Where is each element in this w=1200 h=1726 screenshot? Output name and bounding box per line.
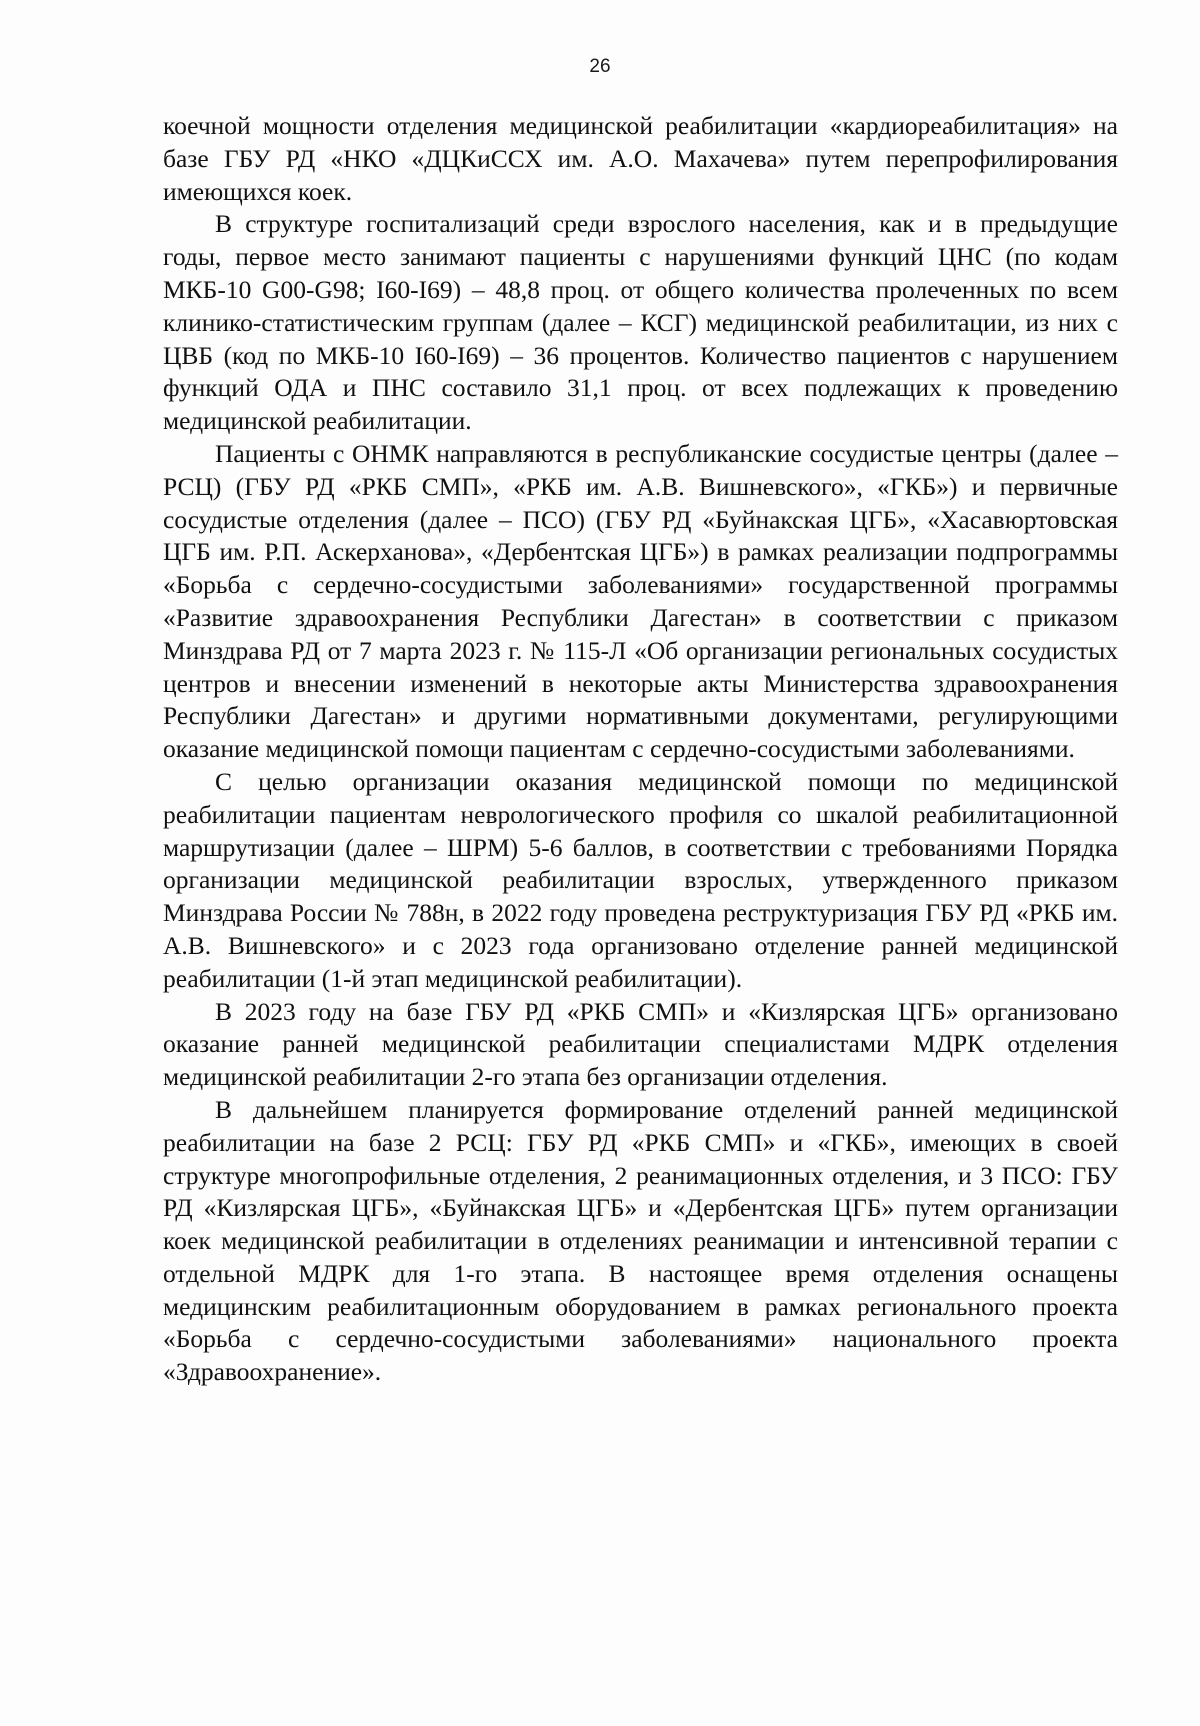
paragraph-continuation: коечной мощности отделения медицинской реабилитации «кардиореабилитация» на базе ГБУ РД «НКО «ДЦКиССХ им. А.О. Махачева» путем перепрофилирования имеющихся коек. [163,111,1118,206]
paragraph-onmk-patients: Пациенты с ОНМК направляются в республиканские сосудистые центры (далее – РСЦ) (ГБУ РД «РКБ СМП», «РКБ им. А.В. Вишневского», «ГКБ») и первичные сосудистые отделения (далее – ПСО) (ГБУ РД «Буйнакская ЦГБ», «Хасавюртовская ЦГБ им. Р.П. Аскерханова», «Дербентская ЦГБ») в рамках реализации подпрограммы «Борьба с сердечно-сосудистыми заболеваниями» государственной программы «Развитие здравоохранения Республики Дагестан» в соответствии с приказом Минздрава РД от 7 марта 2023 г. № 115-Л «Об организации региональных сосудистых центров и внесении изменений в некоторые акты Министерства здравоохранения Республики Дагестан» и другими нормативными документами, регулирующими оказание медицинской помощи пациентам с сердечно-сосудистыми заболеваниями. [163,438,1118,764]
document-body [163,110,1118,1389]
paragraph-future-plans: В дальнейшем планируется формирование отделений ранней медицинской реабилитации на базе 2 РСЦ: ГБУ РД «РКБ СМП» и «ГКБ», имеющих в своей структуре многопрофильные отделения, 2 реанимационных отделения, и 3 ПСО: ГБУ РД «Кизлярская ЦГБ», «Буйнакская ЦГБ» и «Дербентская ЦГБ» путем организации коек медицинской реабилитации в отделениях реанимации и интенсивной терапии с отдельной МДРК для 1-го этапа. В настоящее время отделения оснащены медицинским реабилитационным оборудованием в рамках регионального проекта «Борьба с сердечно-сосудистыми заболеваниями» национального проекта «Здравоохранение». [163,1094,1118,1387]
paragraph-2023-early-rehab: В 2023 году на базе ГБУ РД «РКБ СМП» и «Кизлярская ЦГБ» организовано оказание ранней медицинской реабилитации специалистами МДРК отделения медицинской реабилитации 2-го этапа без организации отделения. [163,996,1118,1092]
paragraph-hospitalization-structure: В структуре госпитализаций среди взрослого населения, как и в предыдущие годы, первое место занимают пациенты с нарушениями функций ЦНС (по кодам МКБ-10 G00-G98; I60-I69) – 48,8 проц. от общего количества пролеченных по всем клинико-статистическим группам (далее – КСГ) медицинской реабилитации, из них с ЦВБ (код по МКБ-10 I60-I69) – 36 процентов. Количество пациентов с нарушением функций ОДА и ПНС составило 31,1 проц. от всех подлежащих к проведению медицинской реабилитации. [163,209,1118,436]
paragraph-neuro-rehabilitation: С целью организации оказания медицинской помощи по медицинской реабилитации пациентам неврологического профиля со шкалой реабилитационной маршрутизации (далее – ШРМ) 5-6 баллов, в соответствии с требованиями Порядка организации медицинской реабилитации взрослых, утвержденного приказом Минздрава России № 788н, в 2022 году проведена реструктуризация ГБУ РД «РКБ им. А.В. Вишневского» и с 2023 года организовано отделение ранней медицинской реабилитации (1-й этап медицинской реабилитации). [163,766,1118,993]
page-number: 26 [589,56,611,77]
